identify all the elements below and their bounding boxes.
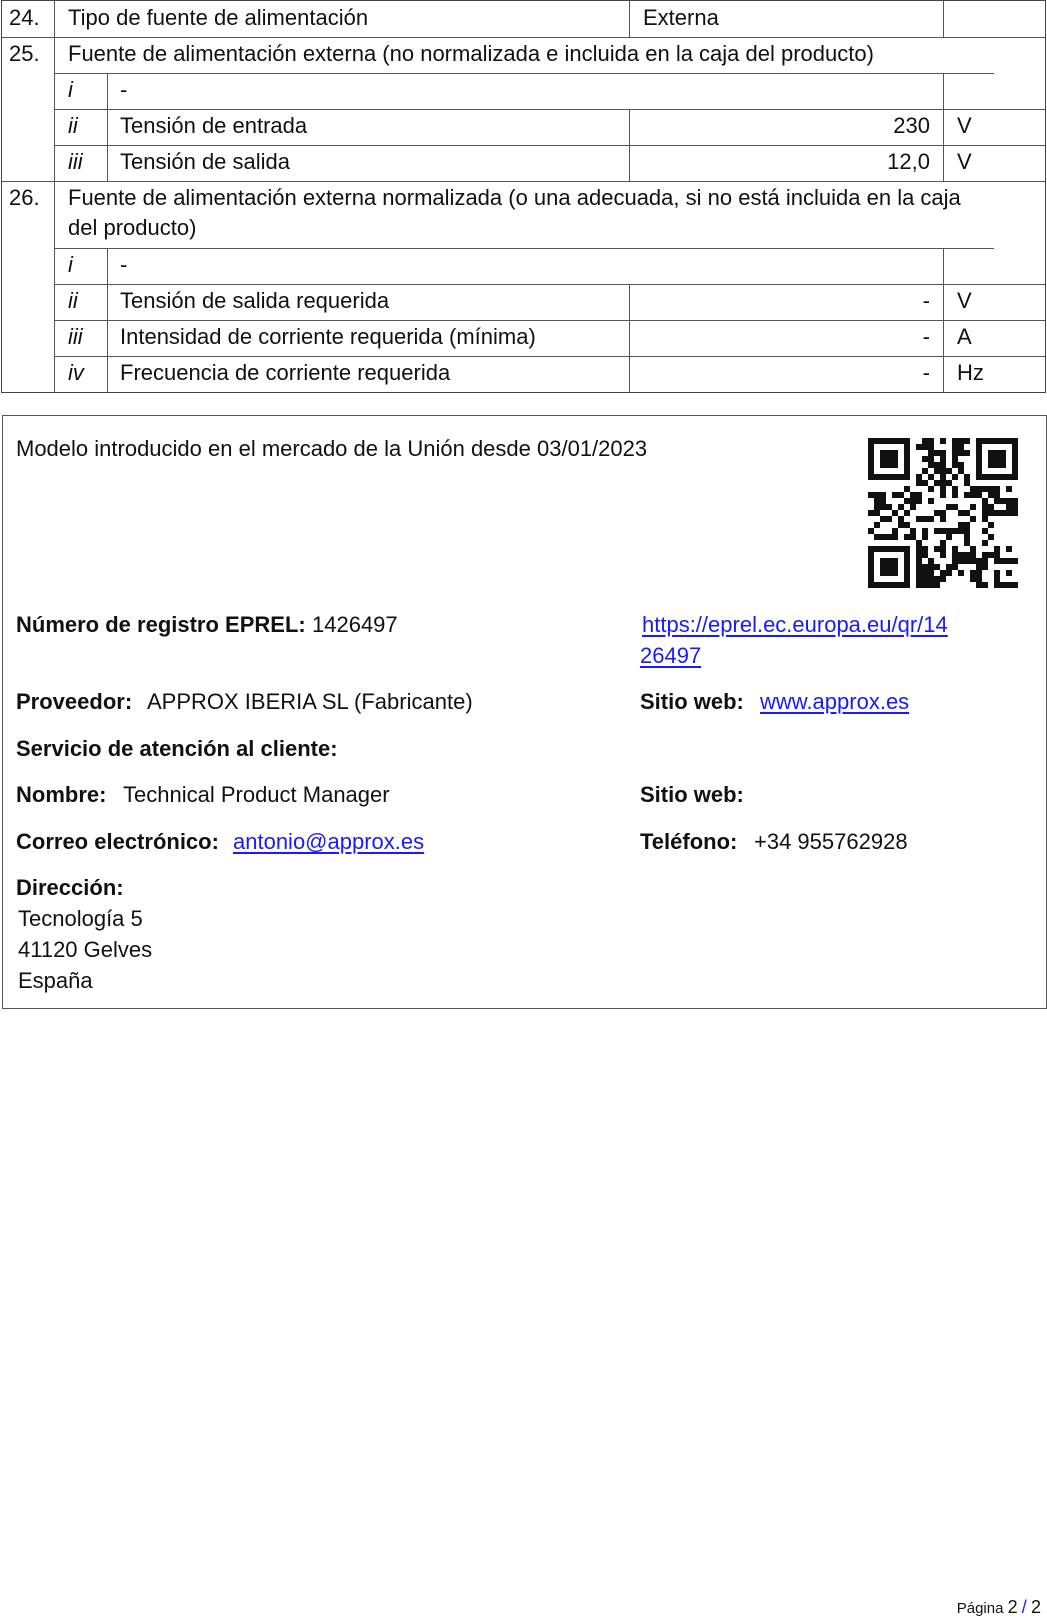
- row-25-ii-label: Tensión de entrada: [120, 113, 308, 138]
- row-25-ii-value: 230: [893, 113, 930, 138]
- row-26-ii-label: Tensión de salida requerida: [120, 288, 390, 313]
- row-26-number: 26.: [9, 185, 40, 210]
- address-label: Dirección:: [16, 875, 124, 900]
- row-24-number: 24.: [9, 5, 40, 30]
- service-website-label: Sitio web:: [640, 782, 744, 807]
- eprel-link-line1: https://eprel.ec.europa.eu/qr/14: [642, 612, 948, 637]
- contact-name-label: Nombre:: [16, 782, 107, 807]
- row-25-i-index: i: [68, 77, 73, 102]
- website-label: Sitio web:: [640, 689, 744, 714]
- qr-code-icon[interactable]: [868, 438, 1018, 588]
- row-26-label-line1: Fuente de alimentación externa normalizada (o una adecuada, si no está incluida en la caja: [68, 185, 961, 210]
- row-26-iii-value: -: [922, 324, 930, 349]
- page-separator: /: [1021, 1597, 1027, 1617]
- row-25-label: Fuente de alimentación externa (no normalizada e incluida en la caja del producto): [68, 41, 874, 66]
- row-24-value: Externa: [643, 5, 719, 30]
- website-link[interactable]: www.approx.es: [760, 689, 910, 714]
- spec-table: [1, 0, 1046, 393]
- row-26-iv-index: iv: [68, 360, 84, 385]
- address-line-1: Tecnología 5: [18, 906, 143, 931]
- row-25-i-label: -: [120, 77, 128, 102]
- row-26-iii-label: Intensidad de corriente requerida (mínima): [120, 324, 536, 349]
- row-26-iii-unit: A: [957, 324, 972, 349]
- row-24-label: Tipo de fuente de alimentación: [68, 5, 369, 30]
- row-26-ii-index: ii: [68, 288, 78, 313]
- row-25-iii-label: Tensión de salida: [120, 149, 291, 174]
- row-26-iv-value: -: [922, 360, 930, 385]
- row-26-iii-index: iii: [68, 324, 83, 349]
- page-indicator: [957, 1597, 1041, 1618]
- eprel-link-line2: 26497: [640, 643, 702, 668]
- eprel-label: Número de registro EPREL:: [16, 612, 306, 637]
- row-25-iii-index: iii: [68, 149, 83, 174]
- page-label: Página: [956, 1600, 1004, 1617]
- row-25-number: 25.: [9, 41, 40, 66]
- contact-name-value: Technical Product Manager: [123, 782, 390, 807]
- customer-service-label: Servicio de atención al cliente:: [16, 736, 338, 761]
- supplier-value: APPROX IBERIA SL (Fabricante): [147, 689, 473, 714]
- row-25-iii-value: 12,0: [887, 149, 930, 174]
- address-line-3: España: [18, 968, 93, 993]
- page-total: 2: [1030, 1597, 1041, 1617]
- supplier-label: Proveedor:: [16, 689, 133, 714]
- row-26-ii-unit: V: [957, 288, 972, 313]
- eprel-link[interactable]: [642, 609, 948, 671]
- row-26-ii-value: -: [922, 288, 930, 313]
- phone-label: Teléfono:: [640, 829, 738, 854]
- row-25-iii-unit: V: [957, 149, 972, 174]
- phone-value: +34 955762928: [754, 829, 908, 854]
- row-25-ii-index: ii: [68, 113, 78, 138]
- page-current: 2: [1007, 1597, 1018, 1617]
- email-label: Correo electrónico:: [16, 829, 219, 854]
- eprel-value: 1426497: [312, 612, 398, 637]
- row-26-i-label: -: [120, 252, 128, 277]
- row-26-iv-unit: Hz: [957, 360, 984, 385]
- row-26-iv-label: Frecuencia de corriente requerida: [120, 360, 451, 385]
- market-date-text: Modelo introducido en el mercado de la Unión desde 03/01/2023: [16, 436, 648, 461]
- address-line-2: 41120 Gelves: [18, 937, 153, 962]
- row-26-i-index: i: [68, 252, 73, 277]
- row-25-ii-unit: V: [957, 113, 972, 138]
- email-link[interactable]: antonio@approx.es: [233, 829, 425, 854]
- row-26-label-line2: del producto): [68, 215, 197, 240]
